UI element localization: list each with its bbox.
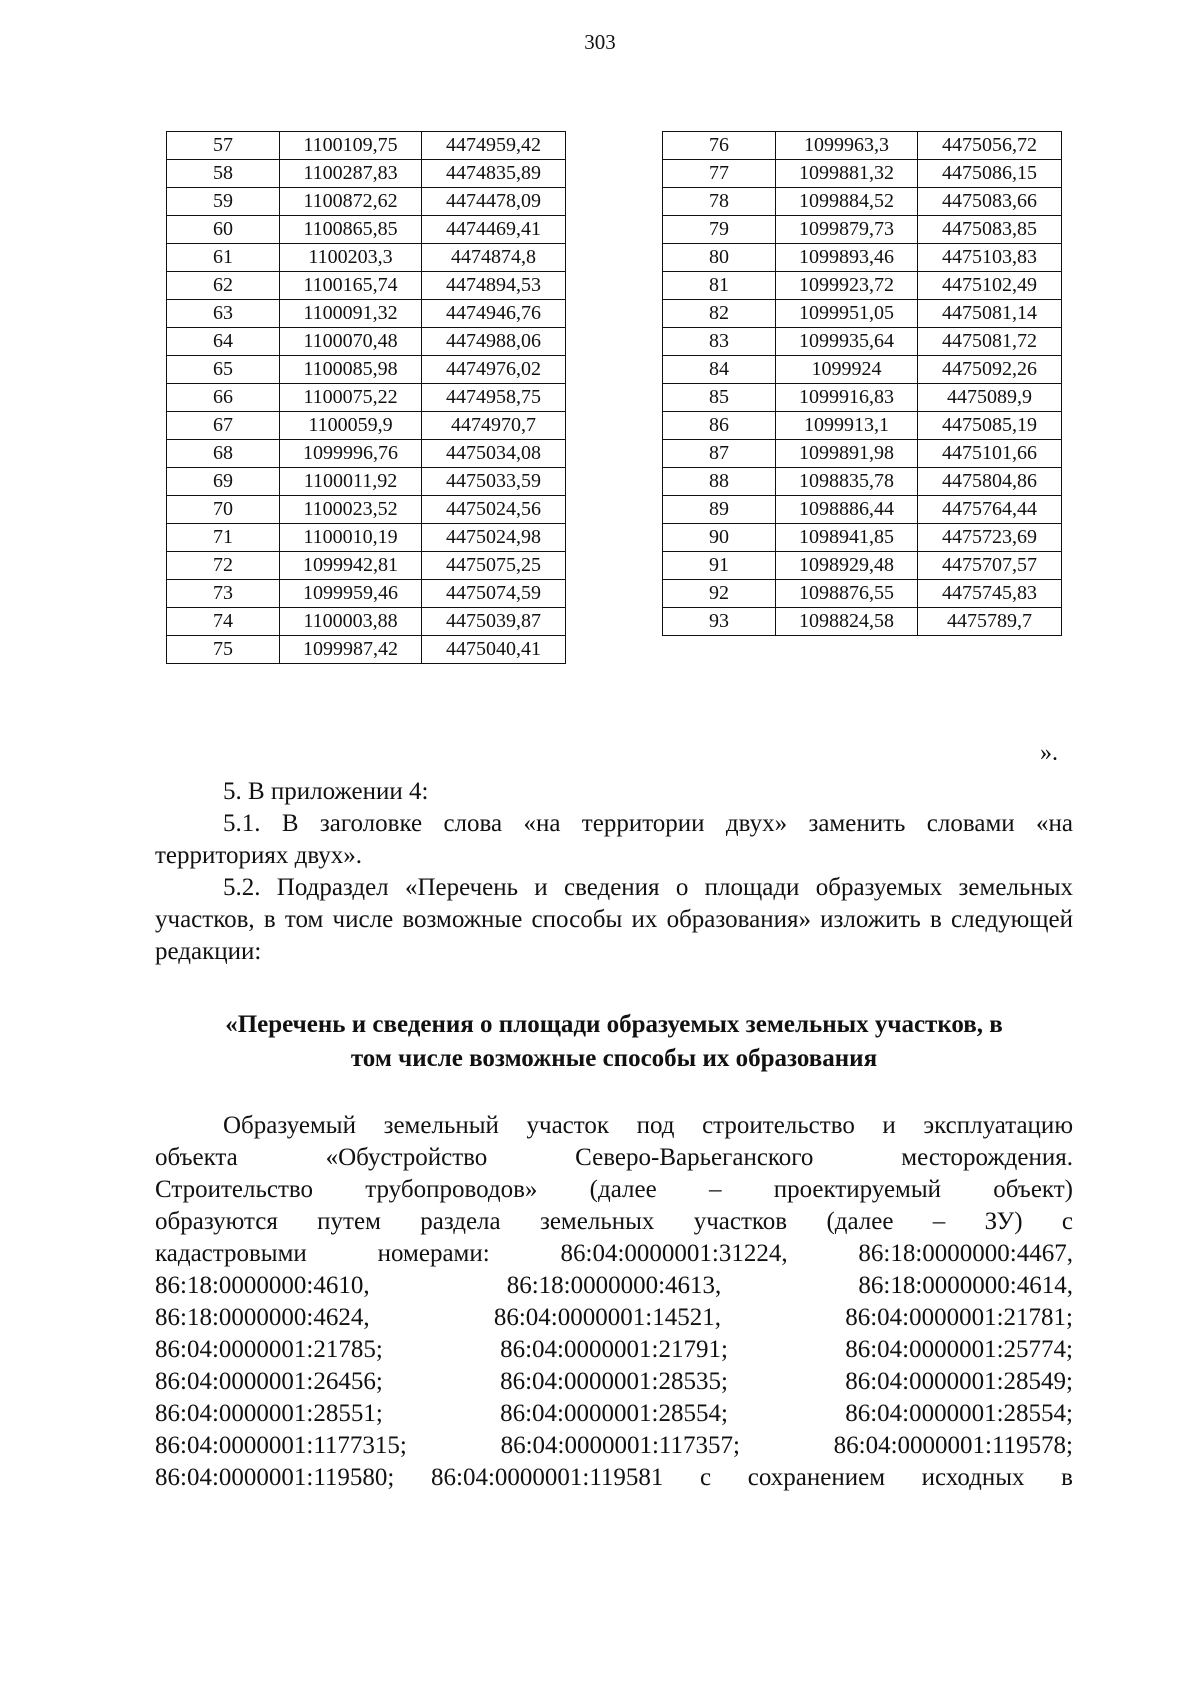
table-row (167, 328, 566, 356)
x-coordinate-cell: 1099959,46 (280, 580, 422, 608)
point-number-cell: 78 (663, 188, 776, 216)
y-coordinate-cell: 4475707,57 (918, 552, 1062, 580)
section-heading-line-1: «Перечень и сведения о площади образуемых земельных участков, в (225, 1011, 1003, 1038)
point-number-cell: 75 (167, 636, 280, 664)
table-row (663, 412, 1062, 440)
table-row (663, 384, 1062, 412)
y-coordinate-cell: 4475074,59 (422, 580, 566, 608)
body-line: образуются путем раздела земельных участков (далее – ЗУ) с (155, 1208, 1073, 1235)
x-coordinate-cell: 1098835,78 (776, 468, 918, 496)
table-row (167, 188, 566, 216)
table-row (663, 216, 1062, 244)
y-coordinate-cell: 4475103,83 (918, 244, 1062, 272)
point-number-cell: 92 (663, 580, 776, 608)
table-right-body (663, 132, 1062, 636)
table-row (663, 608, 1062, 636)
y-coordinate-cell: 4475083,66 (918, 188, 1062, 216)
point-number-cell: 65 (167, 356, 280, 384)
y-coordinate-cell: 4474894,53 (422, 272, 566, 300)
x-coordinate-cell: 1099924 (776, 356, 918, 384)
table-row (663, 524, 1062, 552)
coordinates-table-left (166, 131, 566, 664)
point-number-cell: 61 (167, 244, 280, 272)
y-coordinate-cell: 4475764,44 (918, 496, 1062, 524)
x-coordinate-cell: 1100070,48 (280, 328, 422, 356)
section-heading-line-2: том числе возможные способы их образования (350, 1045, 878, 1072)
y-coordinate-cell: 4475086,15 (918, 160, 1062, 188)
body-line: 86:04:0000001:28551; 86:04:0000001:28554; 86:04:0000001:28554; (155, 1400, 1073, 1427)
y-coordinate-cell: 4475085,19 (918, 412, 1062, 440)
body-line: объекта «Обустройство Северо-Варьеганского месторождения. (155, 1144, 1073, 1171)
y-coordinate-cell: 4474958,75 (422, 384, 566, 412)
y-coordinate-cell: 4475056,72 (918, 132, 1062, 160)
x-coordinate-cell: 1099881,32 (776, 160, 918, 188)
x-coordinate-cell: 1100085,98 (280, 356, 422, 384)
table-row (167, 580, 566, 608)
x-coordinate-cell: 1099891,98 (776, 440, 918, 468)
point-number-cell: 90 (663, 524, 776, 552)
section-heading (155, 1008, 1073, 1076)
point-number-cell: 76 (663, 132, 776, 160)
closing-quote: ». (1040, 740, 1058, 766)
y-coordinate-cell: 4475034,08 (422, 440, 566, 468)
x-coordinate-cell: 1099987,42 (280, 636, 422, 664)
table-row (663, 188, 1062, 216)
paragraph-5-1: 5.1. В заголовке слова «на территории двух» заменить словами «на территориях двух». (155, 810, 1073, 869)
table-row (663, 440, 1062, 468)
point-number-cell: 84 (663, 356, 776, 384)
x-coordinate-cell: 1099923,72 (776, 272, 918, 300)
page-number: 303 (584, 30, 616, 54)
y-coordinate-cell: 4475039,87 (422, 608, 566, 636)
table-row (167, 272, 566, 300)
point-number-cell: 85 (663, 384, 776, 412)
point-number-cell: 74 (167, 608, 280, 636)
point-number-cell: 79 (663, 216, 776, 244)
table-row (167, 300, 566, 328)
y-coordinate-cell: 4475075,25 (422, 552, 566, 580)
x-coordinate-cell: 1100165,74 (280, 272, 422, 300)
point-number-cell: 87 (663, 440, 776, 468)
table-row (663, 356, 1062, 384)
point-number-cell: 72 (167, 552, 280, 580)
y-coordinate-cell: 4474946,76 (422, 300, 566, 328)
y-coordinate-cell: 4475024,98 (422, 524, 566, 552)
point-number-cell: 91 (663, 552, 776, 580)
x-coordinate-cell: 1100865,85 (280, 216, 422, 244)
table-row (167, 496, 566, 524)
table-row (663, 160, 1062, 188)
body-line: 86:18:0000000:4624, 86:04:0000001:14521, 86:04:0000001:21781; (155, 1304, 1073, 1331)
x-coordinate-cell: 1100075,22 (280, 384, 422, 412)
point-number-cell: 77 (663, 160, 776, 188)
y-coordinate-cell: 4475033,59 (422, 468, 566, 496)
y-coordinate-cell: 4475081,72 (918, 328, 1062, 356)
table-row (167, 524, 566, 552)
table-row (167, 552, 566, 580)
x-coordinate-cell: 1099884,52 (776, 188, 918, 216)
table-left-body (167, 132, 566, 664)
y-coordinate-cell: 4475723,69 (918, 524, 1062, 552)
point-number-cell: 81 (663, 272, 776, 300)
point-number-cell: 60 (167, 216, 280, 244)
table-row (663, 580, 1062, 608)
x-coordinate-cell: 1099996,76 (280, 440, 422, 468)
table-row (167, 216, 566, 244)
x-coordinate-cell: 1099916,83 (776, 384, 918, 412)
x-coordinate-cell: 1100287,83 (280, 160, 422, 188)
x-coordinate-cell: 1100011,92 (280, 468, 422, 496)
table-row (167, 468, 566, 496)
body-text (155, 1110, 1073, 1494)
point-number-cell: 59 (167, 188, 280, 216)
body-line: 86:18:0000000:4610, 86:18:0000000:4613, 86:18:0000000:4614, (155, 1272, 1073, 1299)
x-coordinate-cell: 1100003,88 (280, 608, 422, 636)
table-row (663, 272, 1062, 300)
table-row (167, 412, 566, 440)
y-coordinate-cell: 4474970,7 (422, 412, 566, 440)
x-coordinate-cell: 1098941,85 (776, 524, 918, 552)
y-coordinate-cell: 4475083,85 (918, 216, 1062, 244)
x-coordinate-cell: 1099942,81 (280, 552, 422, 580)
coordinates-table-right (662, 131, 1062, 636)
body-line: кадастровыми номерами: 86:04:0000001:31224, 86:18:0000000:4467, (155, 1240, 1073, 1267)
point-number-cell: 66 (167, 384, 280, 412)
y-coordinate-cell: 4475089,9 (918, 384, 1062, 412)
y-coordinate-cell: 4474478,09 (422, 188, 566, 216)
point-number-cell: 67 (167, 412, 280, 440)
point-number-cell: 69 (167, 468, 280, 496)
y-coordinate-cell: 4475040,41 (422, 636, 566, 664)
x-coordinate-cell: 1100010,19 (280, 524, 422, 552)
x-coordinate-cell: 1099913,1 (776, 412, 918, 440)
x-coordinate-cell: 1099893,46 (776, 244, 918, 272)
y-coordinate-cell: 4474469,41 (422, 216, 566, 244)
table-row (167, 244, 566, 272)
x-coordinate-cell: 1098824,58 (776, 608, 918, 636)
body-line: 86:04:0000001:21785; 86:04:0000001:21791; 86:04:0000001:25774; (155, 1336, 1073, 1363)
table-row (167, 384, 566, 412)
x-coordinate-cell: 1100059,9 (280, 412, 422, 440)
y-coordinate-cell: 4475081,14 (918, 300, 1062, 328)
body-line: Образуемый земельный участок под строительство и эксплуатацию (223, 1112, 1073, 1139)
y-coordinate-cell: 4475804,86 (918, 468, 1062, 496)
point-number-cell: 83 (663, 328, 776, 356)
x-coordinate-cell: 1100203,3 (280, 244, 422, 272)
point-number-cell: 64 (167, 328, 280, 356)
point-number-cell: 93 (663, 608, 776, 636)
paragraph-5-2: 5.2. Подраздел «Перечень и сведения о площади образуемых земельных участков, в том числе возможные способы их образования» изложить в следующей редакции: (155, 874, 1073, 965)
table-row (663, 132, 1062, 160)
y-coordinate-cell: 4474959,42 (422, 132, 566, 160)
body-line: 86:04:0000001:26456; 86:04:0000001:28535; 86:04:0000001:28549; (155, 1368, 1073, 1395)
x-coordinate-cell: 1099951,05 (776, 300, 918, 328)
x-coordinate-cell: 1100023,52 (280, 496, 422, 524)
x-coordinate-cell: 1100872,62 (280, 188, 422, 216)
body-line: 86:04:0000001:1177315; 86:04:0000001:117357; 86:04:0000001:119578; (155, 1432, 1073, 1459)
y-coordinate-cell: 4475102,49 (918, 272, 1062, 300)
table-row (663, 468, 1062, 496)
y-coordinate-cell: 4474835,89 (422, 160, 566, 188)
body-line: 86:04:0000001:119580; 86:04:0000001:119581 с сохранением исходных в (155, 1464, 1073, 1491)
y-coordinate-cell: 4474874,8 (422, 244, 566, 272)
x-coordinate-cell: 1100091,32 (280, 300, 422, 328)
y-coordinate-cell: 4474976,02 (422, 356, 566, 384)
y-coordinate-cell: 4475789,7 (918, 608, 1062, 636)
table-row (167, 160, 566, 188)
x-coordinate-cell: 1098876,55 (776, 580, 918, 608)
x-coordinate-cell: 1098929,48 (776, 552, 918, 580)
table-row (167, 132, 566, 160)
y-coordinate-cell: 4475024,56 (422, 496, 566, 524)
table-row (663, 496, 1062, 524)
amendment-paragraphs (155, 776, 1073, 968)
table-row (167, 440, 566, 468)
table-row (167, 636, 566, 664)
table-row (167, 608, 566, 636)
x-coordinate-cell: 1100109,75 (280, 132, 422, 160)
point-number-cell: 71 (167, 524, 280, 552)
y-coordinate-cell: 4475092,26 (918, 356, 1062, 384)
point-number-cell: 86 (663, 412, 776, 440)
point-number-cell: 73 (167, 580, 280, 608)
body-line: Строительство трубопроводов» (далее – проектируемый объект) (155, 1176, 1073, 1203)
table-row (663, 300, 1062, 328)
point-number-cell: 80 (663, 244, 776, 272)
table-row (663, 244, 1062, 272)
y-coordinate-cell: 4475745,83 (918, 580, 1062, 608)
point-number-cell: 70 (167, 496, 280, 524)
y-coordinate-cell: 4474988,06 (422, 328, 566, 356)
point-number-cell: 58 (167, 160, 280, 188)
point-number-cell: 89 (663, 496, 776, 524)
point-number-cell: 63 (167, 300, 280, 328)
x-coordinate-cell: 1099879,73 (776, 216, 918, 244)
x-coordinate-cell: 1099963,3 (776, 132, 918, 160)
point-number-cell: 82 (663, 300, 776, 328)
point-number-cell: 62 (167, 272, 280, 300)
point-number-cell: 88 (663, 468, 776, 496)
x-coordinate-cell: 1099935,64 (776, 328, 918, 356)
table-row (167, 356, 566, 384)
point-number-cell: 57 (167, 132, 280, 160)
paragraph-5: 5. В приложении 4: (223, 778, 429, 805)
table-row (663, 552, 1062, 580)
point-number-cell: 68 (167, 440, 280, 468)
table-row (663, 328, 1062, 356)
x-coordinate-cell: 1098886,44 (776, 496, 918, 524)
y-coordinate-cell: 4475101,66 (918, 440, 1062, 468)
